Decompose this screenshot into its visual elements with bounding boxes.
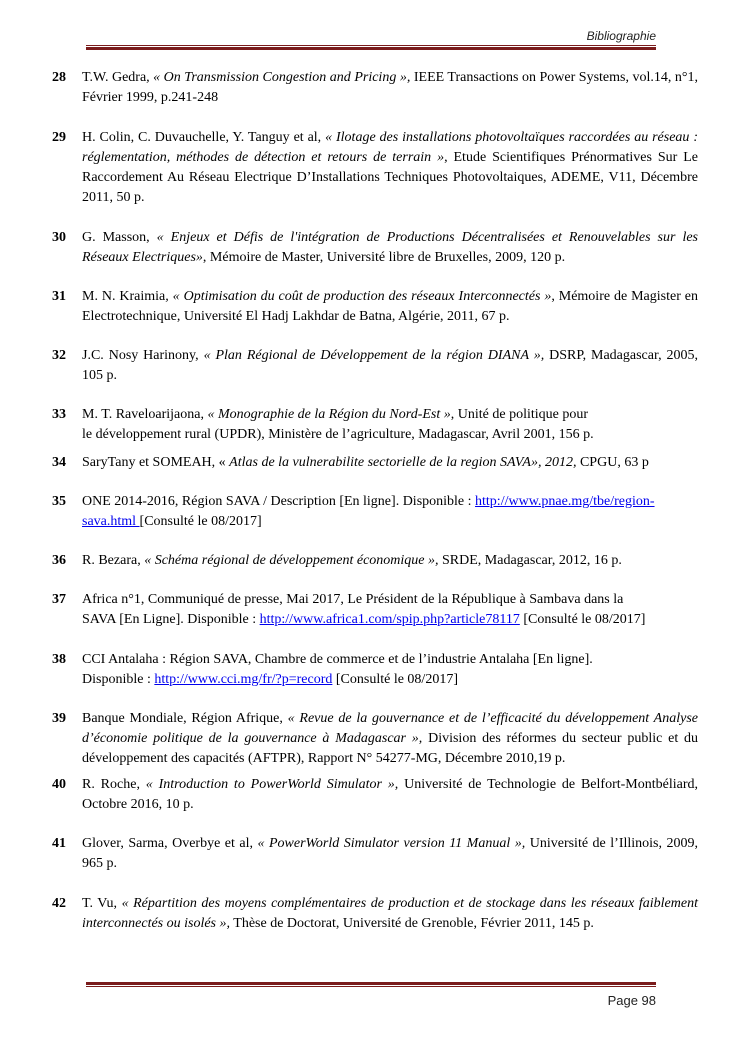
reference-details: [Consulté le 08/2017] <box>139 514 262 529</box>
reference-text <box>82 775 698 815</box>
reference-text <box>82 68 698 108</box>
reference-number: 35 <box>52 494 66 509</box>
reference-author: R. Roche, <box>82 777 146 792</box>
reference-text <box>82 453 698 473</box>
reference-title: Atlas de la vulnerabilite sectorielle de la region SAVA», 2012, <box>229 455 577 470</box>
reference-author: H. Colin, C. Duvauchelle, Y. Tanguy et al, <box>82 130 326 145</box>
reference-details: Thèse de Doctorat, Université de Grenoble, Février 2011, 145 p. <box>230 916 594 931</box>
reference-author: R. Bezara, <box>82 553 145 568</box>
reference-text <box>82 405 698 445</box>
footer-rule <box>86 982 656 987</box>
reference-number: 28 <box>52 70 66 85</box>
reference-title: « Revue de la gouvernance et de l’efficacité du développement Analyse d’économie politique de la gouvernance à Madagascar », <box>82 711 698 746</box>
reference-title: « Répartition des moyens complémentaires de production et de stockage dans les réseaux faiblement interconnectés ou isolés », <box>82 896 698 931</box>
reference-author: Glover, Sarma, Overbye et al, <box>82 836 258 851</box>
reference-details-line2: le développement rural (UPDR), Ministère de l’agriculture, Madagascar, Avril 2001, 156 p. <box>82 427 594 442</box>
reference-title: « Plan Régional de Développement de la région DIANA », <box>203 348 545 363</box>
reference-title: « Monographie de la Région du Nord-Est » <box>207 407 451 422</box>
reference-details: , Mémoire de Master, Université libre de Bruxelles, 2009, 120 p. <box>202 250 566 265</box>
reference-details: [Consulté le 08/2017] <box>519 612 646 627</box>
reference-text <box>82 551 698 571</box>
reference-title: « Enjeux et Défis de l'intégration de Productions Décentralisées et Renouvelables sur les Réseaux Electriques» <box>82 230 699 265</box>
reference-link[interactable]: http://www.pnae.mg/tbe/region-sava.html <box>82 494 655 529</box>
reference-link[interactable]: http://www.cci.mg/fr/?p=record <box>154 672 333 687</box>
reference-details: , Unité de politique pour <box>450 407 589 422</box>
reference-number: 37 <box>52 592 66 607</box>
reference-details: Université de Technologie de Belfort-Montbéliard, Octobre 2016, 10 p. <box>82 777 698 812</box>
reference-author: M. T. Raveloarijaona, <box>82 407 208 422</box>
reference-author: ONE 2014-2016, Région SAVA / Description [En ligne]. Disponible : <box>82 494 476 509</box>
reference-details: Université de l’Illinois, 2009, 965 p. <box>82 836 698 871</box>
reference-text <box>82 709 698 769</box>
reference-title: « Schéma régional de développement économique », <box>144 553 439 568</box>
reference-details: SRDE, Madagascar, 2012, 16 p. <box>438 553 622 568</box>
reference-title: « PowerWorld Simulator version 11 Manual », <box>257 836 526 851</box>
reference-author: M. N. Kraimia <box>82 289 166 304</box>
reference-number: 32 <box>52 348 66 363</box>
reference-number: 33 <box>52 407 66 422</box>
header-title: Bibliographie <box>586 29 656 43</box>
reference-title: « Introduction to PowerWorld Simulator », <box>145 777 399 792</box>
reference-title: « Ilotage des installations photovoltaïques raccordées au réseau : réglementation, méthodes de détection et retours de terrain » <box>82 130 698 165</box>
reference-number: 29 <box>52 130 66 145</box>
reference-details: , Mémoire de Magister en Electrotechnique, Université El Hadj Lakhdar de Batna, Algérie, 2011, 67 p. <box>82 289 699 324</box>
reference-details: IEEE Transactions on Power Systems, vol.14, n°1, Février 1999, p.241-248 <box>82 70 698 105</box>
reference-details: Africa n°1, Communiqué de presse, Mai 2017, Le Président de la République à Sambava dans la <box>82 592 624 607</box>
reference-details: [Consulté le 08/2017] <box>332 672 458 687</box>
reference-details-line2: Disponible : <box>82 672 155 687</box>
reference-details-line2: SAVA [En Ligne]. Disponible : <box>82 612 260 627</box>
reference-number: 42 <box>52 896 66 911</box>
reference-text <box>82 228 698 268</box>
reference-details: , Etude Scientifiques Prénormatives Sur Le Raccordement Au Réseau Electrique D’Installations Techniques Photovoltaiques, ADEME, V11, Décembre 2011, 50 p. <box>82 150 698 205</box>
reference-author: G. Masson, <box>82 230 157 245</box>
reference-number: 39 <box>52 711 66 726</box>
reference-number: 36 <box>52 553 66 568</box>
reference-text <box>82 128 698 208</box>
reference-text <box>82 492 698 532</box>
reference-number: 38 <box>52 652 66 667</box>
reference-number: 41 <box>52 836 66 851</box>
reference-title: , « On Transmission Congestion and Pricing », <box>146 70 411 85</box>
reference-number: 31 <box>52 289 66 304</box>
reference-number: 34 <box>52 455 66 470</box>
reference-title: , « Optimisation du coût de production des réseaux Interconnectés » <box>165 289 552 304</box>
reference-text <box>82 287 698 327</box>
reference-author: T. Vu, <box>82 896 122 911</box>
reference-text <box>82 346 698 386</box>
reference-details: DSRP, Madagascar, 2005, 105 p. <box>82 348 698 383</box>
reference-author: J.C. Nosy Harinony, <box>82 348 204 363</box>
reference-text <box>82 894 698 934</box>
reference-text <box>82 834 698 874</box>
page-number: Page 98 <box>607 993 656 1008</box>
reference-number: 30 <box>52 230 66 245</box>
reference-author: SaryTany et SOMEAH, « <box>82 455 230 470</box>
reference-text <box>82 590 698 630</box>
header-rule <box>86 45 656 50</box>
reference-author: T.W. Gedra <box>82 70 147 85</box>
reference-details: CPGU, 63 p <box>576 455 649 470</box>
reference-text <box>82 650 698 690</box>
reference-link[interactable]: http://www.africa1.com/spip.php?article78117 <box>259 612 520 627</box>
reference-details: Division des réformes du secteur public et du développement des capacités (AFTPR), Rapport N° 54277-MG, Décembre 2010,19 p. <box>82 731 698 766</box>
reference-details: CCI Antalaha : Région SAVA, Chambre de commerce et de l’industrie Antalaha [En ligne]. <box>82 652 593 667</box>
reference-number: 40 <box>52 777 66 792</box>
reference-author: Banque Mondiale, Région Afrique, <box>82 711 288 726</box>
